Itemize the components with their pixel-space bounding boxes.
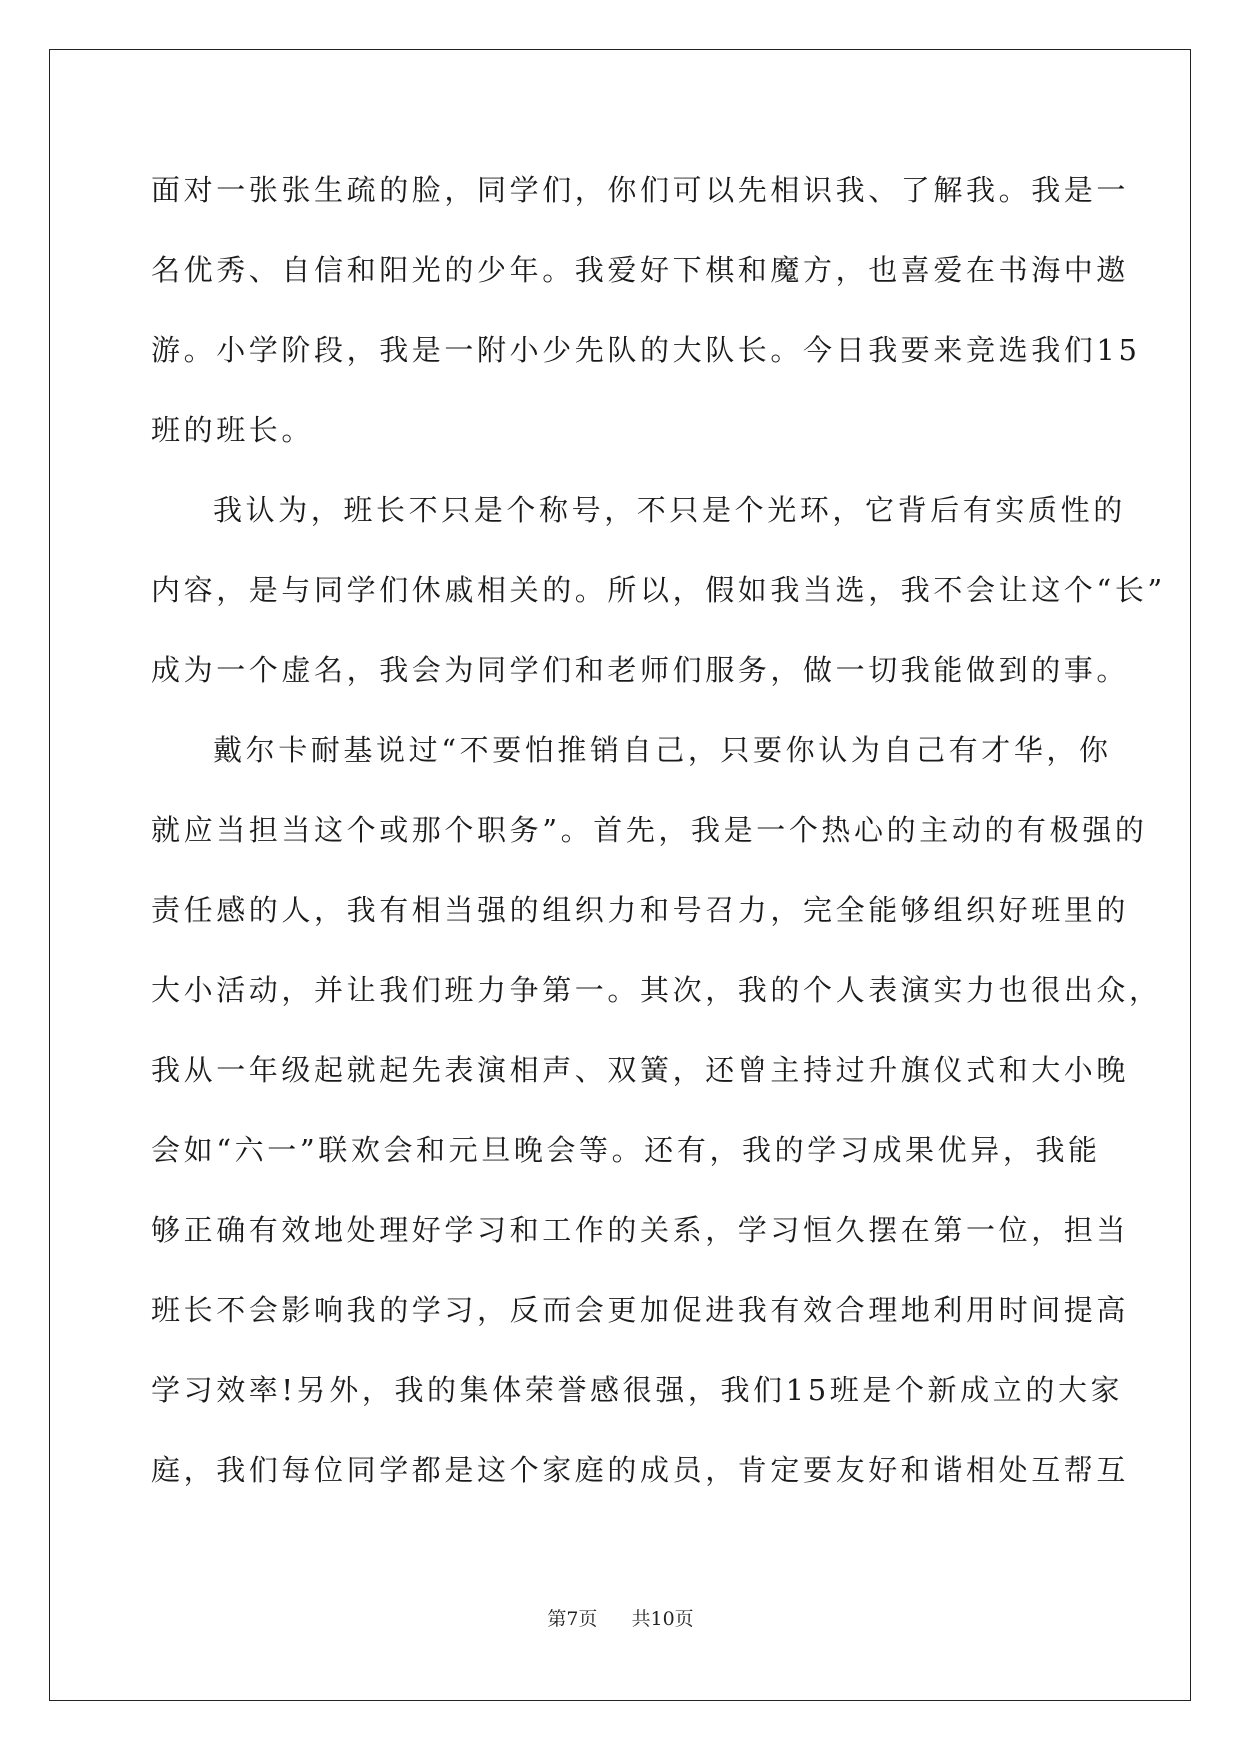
text-line: 会如“六一”联欢会和元旦晚会等。还有，我的学习成果优异，我能	[151, 1133, 1101, 1167]
text-line: 就应当担当这个或那个职务”。首先，我是一个热心的主动的有极强的	[151, 813, 1148, 847]
text-line: 班的班长。	[151, 413, 315, 447]
text-line: 学习效率!另外，我的集体荣誉感很强，我们15班是个新成立的大家	[151, 1373, 1124, 1407]
text-line: 责任感的人，我有相当强的组织力和号召力，完全能够组织好班里的	[151, 893, 1130, 927]
text-line: 班长不会影响我的学习，反而会更加促进我有效合理地利用时间提高	[151, 1293, 1130, 1327]
document-body	[151, 150, 1166, 1510]
text-line: 庭，我们每位同学都是这个家庭的成员，肯定要友好和谐相处互帮互	[151, 1453, 1130, 1487]
page-total: 共10页	[631, 1608, 694, 1630]
page-number: 第7页	[547, 1608, 598, 1630]
text-line: 戴尔卡耐基说过“不要怕推销自己，只要你认为自己有才华，你	[213, 733, 1112, 767]
text-line: 名优秀、自信和阳光的少年。我爱好下棋和魔方，也喜爱在书海中遨	[151, 253, 1130, 287]
text-line: 够正确有效地处理好学习和工作的关系，学习恒久摆在第一位，担当	[151, 1213, 1130, 1247]
text-line: 我认为，班长不只是个称号，不只是个光环，它背后有实质性的	[213, 493, 1126, 527]
text-line: 游。小学阶段，我是一附小少先队的大队长。今日我要来竞选我们15	[151, 333, 1141, 367]
text-line: 成为一个虚名，我会为同学们和老师们服务，做一切我能做到的事。	[151, 653, 1130, 687]
text-line: 大小活动，并让我们班力争第一。其次，我的个人表演实力也很出众，	[151, 973, 1162, 1007]
text-line: 我从一年级起就起先表演相声、双簧，还曾主持过升旗仪式和大小晚	[151, 1053, 1130, 1087]
page-footer	[0, 1604, 1241, 1631]
text-line: 内容，是与同学们休戚相关的。所以，假如我当选，我不会让这个“长”	[151, 573, 1166, 607]
text-line: 面对一张张生疏的脸，同学们，你们可以先相识我、了解我。我是一	[151, 173, 1130, 207]
